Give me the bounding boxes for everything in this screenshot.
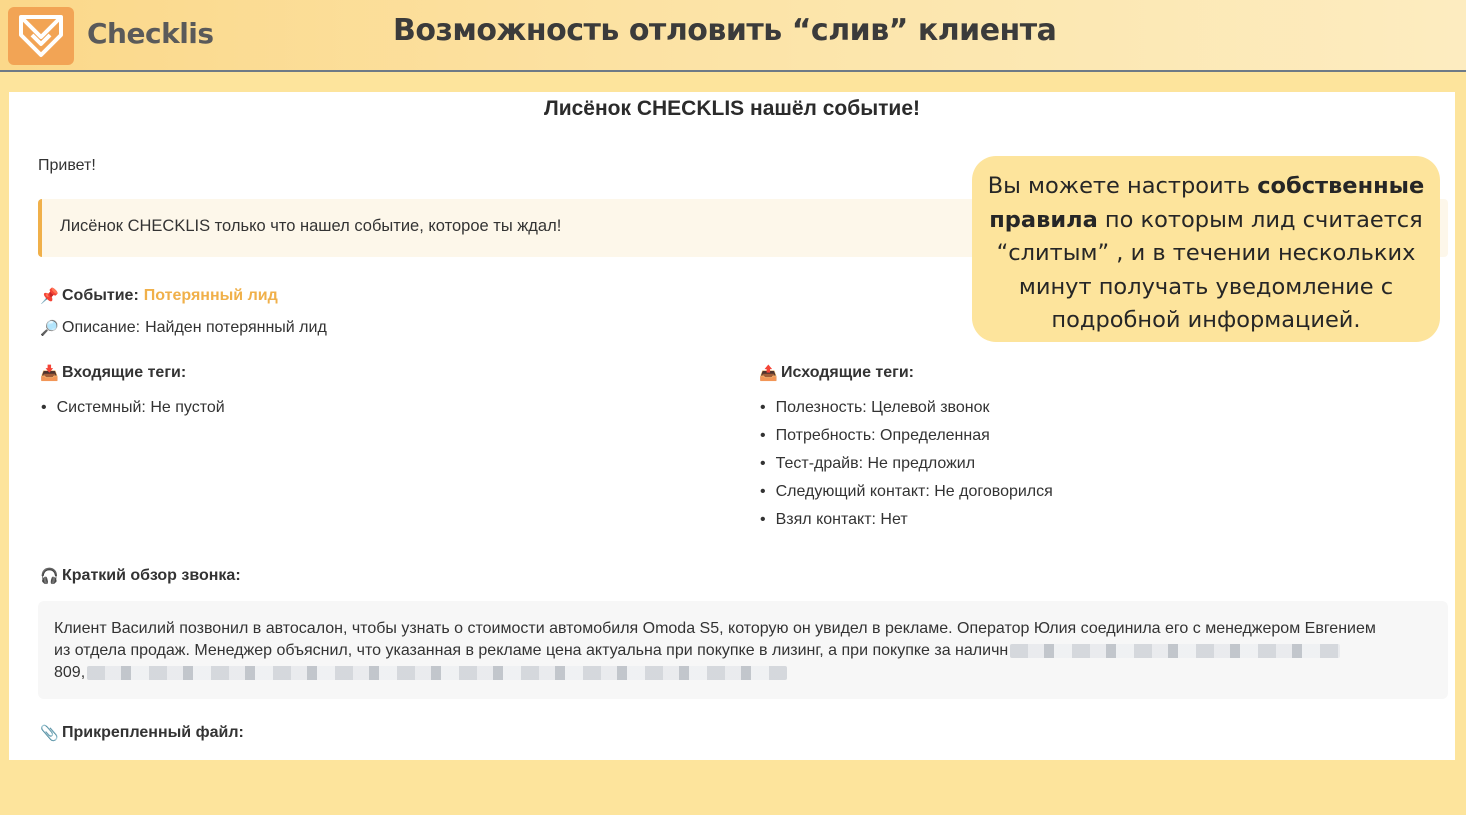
callout-text-part: по которым лид считается “слитым” , и в течении нескольких минут получать уведомление с подробной информацией. bbox=[996, 206, 1423, 333]
notice-text: Лисёнок CHECKLIS только что нашел событие, которое ты ждал! bbox=[60, 217, 562, 235]
callout-text-part: Вы можете настроить bbox=[987, 173, 1258, 199]
pushpin-icon: 📌 bbox=[40, 288, 59, 305]
list-item: • Потребность: Определенная bbox=[759, 426, 1053, 454]
outbox-tray-icon: 📤 bbox=[759, 365, 778, 382]
attachment-label: Прикрепленный файл: bbox=[62, 724, 244, 741]
slide-header bbox=[0, 0, 1466, 72]
list-item: • Взял контакт: Нет bbox=[759, 510, 1053, 538]
description-value: Найден потерянный лид bbox=[145, 319, 327, 336]
callout-bold-text: собственные правила bbox=[989, 173, 1425, 233]
brand-name: Checklis bbox=[87, 17, 214, 50]
outgoing-tags-label: Исходящие теги: bbox=[781, 364, 914, 381]
incoming-tags-title bbox=[40, 364, 186, 382]
paperclip-icon: 📎 bbox=[40, 725, 59, 742]
redacted-text bbox=[87, 666, 787, 680]
list-item: • Тест-драйв: Не предложил bbox=[759, 454, 1053, 482]
redacted-text bbox=[1010, 644, 1340, 658]
headphones-icon: 🎧 bbox=[40, 568, 59, 585]
list-item: • Полезность: Целевой звонок bbox=[759, 398, 1053, 426]
summary-line-text: 809, bbox=[54, 664, 86, 681]
slide-title: Возможность отловить “слив” клиента bbox=[393, 13, 1057, 48]
email-title: Лисёнок CHECKLIS нашёл событие! bbox=[543, 97, 921, 120]
summary-title bbox=[40, 567, 241, 585]
summary-line bbox=[54, 662, 1434, 684]
list-item: • Следующий контакт: Не договорился bbox=[759, 482, 1053, 510]
list-item: • Системный: Не пустой bbox=[40, 398, 225, 426]
outgoing-tags-title bbox=[759, 364, 914, 382]
call-summary-box bbox=[38, 601, 1448, 699]
callout-text bbox=[972, 170, 1440, 338]
incoming-tags-list bbox=[40, 398, 225, 426]
event-row bbox=[40, 287, 278, 305]
description-label: Описание: bbox=[62, 319, 141, 336]
description-row bbox=[40, 319, 327, 337]
summary-line bbox=[54, 640, 1434, 662]
attachment-title bbox=[40, 724, 244, 742]
fox-logo-icon bbox=[8, 7, 74, 65]
summary-label: Краткий обзор звонка: bbox=[62, 567, 241, 584]
magnifier-icon: 🔎 bbox=[40, 320, 59, 337]
outgoing-tags-list bbox=[759, 398, 1053, 538]
event-label: Событие: bbox=[62, 287, 139, 304]
email-greeting: Привет! bbox=[38, 157, 96, 174]
summary-line-text: из отдела продаж. Менеджер объяснил, что указанная в рекламе цена актуальна при покупке в лизинг, а при покупке за наличн bbox=[54, 642, 1009, 659]
call-summary-text bbox=[54, 618, 1434, 684]
info-callout bbox=[972, 156, 1440, 342]
summary-line: Клиент Василий позвонил в автосалон, чтобы узнать о стоимости автомобиля Omoda S5, которую он увидел в рекламе. Оператор Юлия соединила его с менеджером Евгением bbox=[54, 620, 1376, 637]
inbox-tray-icon: 📥 bbox=[40, 365, 59, 382]
incoming-tags-label: Входящие теги: bbox=[62, 364, 187, 381]
event-value: Потерянный лид bbox=[143, 287, 278, 304]
